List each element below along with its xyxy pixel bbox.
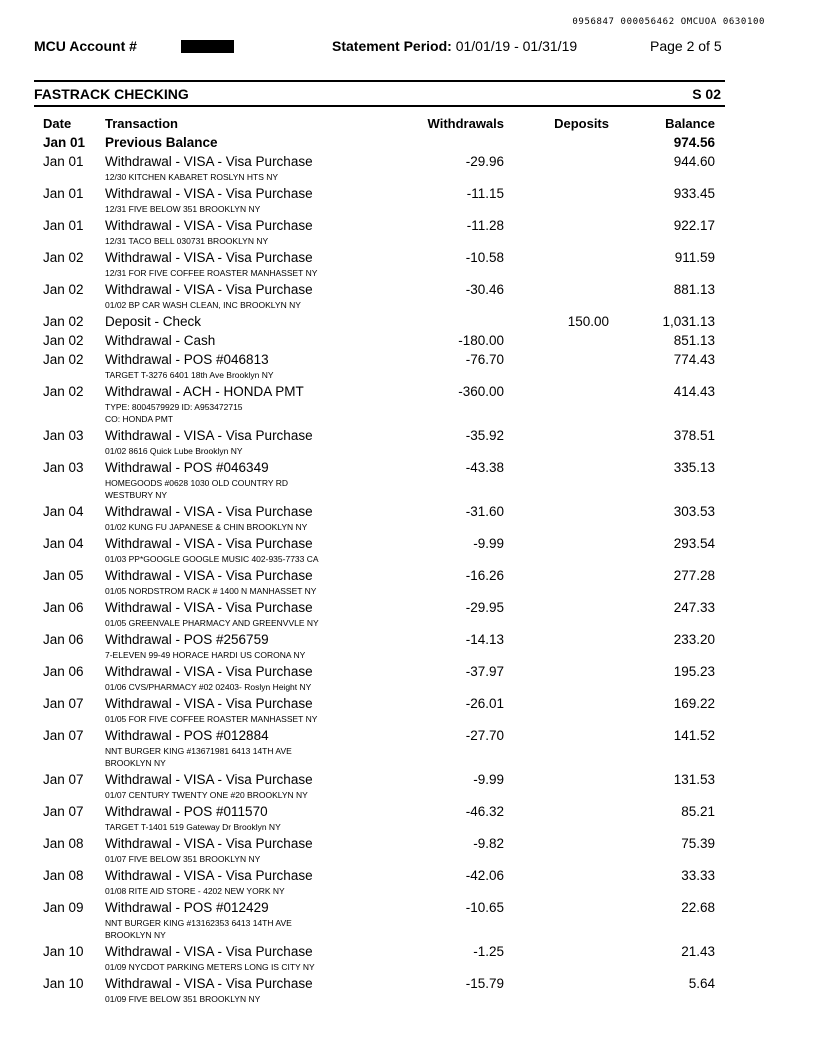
row-balance: 1,031.13: [662, 314, 715, 329]
row-detail: [105, 585, 316, 597]
row-withdrawal: -14.13: [465, 632, 504, 647]
row-detail-line: 01/05 GREENVALE PHARMACY AND GREENVVLE NY: [105, 618, 319, 628]
row-balance: 922.17: [673, 218, 715, 233]
row-withdrawal: -35.92: [465, 428, 504, 443]
row-transaction: Withdrawal - VISA - Visa Purchase: [105, 282, 313, 297]
row-balance: 414.43: [673, 384, 715, 399]
row-transaction: Withdrawal - POS #256759: [105, 632, 269, 647]
row-detail-line: 12/31 TACO BELL 030731 BROOKLYN NY: [105, 236, 269, 246]
row-transaction: Withdrawal - VISA - Visa Purchase: [105, 600, 313, 615]
row-detail-line: 01/08 RITE AID STORE - 4202 NEW YORK NY: [105, 886, 285, 896]
row-detail: [105, 521, 307, 533]
row-detail: [105, 401, 243, 425]
row-balance: 303.53: [673, 504, 715, 519]
row-date: Jan 07: [43, 772, 84, 787]
row-detail: [105, 821, 281, 833]
row-detail-line: NNT BURGER KING #13162353 6413 14TH AVE: [105, 918, 292, 928]
row-date: Jan 05: [43, 568, 84, 583]
row-transaction: Withdrawal - POS #011570: [105, 804, 268, 819]
row-balance: 85.21: [681, 804, 715, 819]
row-withdrawal: -10.58: [465, 250, 504, 265]
row-withdrawal: -26.01: [465, 696, 504, 711]
row-transaction: Withdrawal - VISA - Visa Purchase: [105, 664, 313, 679]
row-withdrawal: -27.70: [465, 728, 504, 743]
row-detail-line: 12/31 FIVE BELOW 351 BROOKLYN NY: [105, 204, 261, 214]
row-date: Jan 01: [43, 135, 86, 150]
row-transaction: Withdrawal - VISA - Visa Purchase: [105, 428, 313, 443]
row-withdrawal: -1.25: [473, 944, 504, 959]
row-date: Jan 01: [43, 218, 84, 233]
row-date: Jan 06: [43, 632, 84, 647]
row-detail-line: 12/31 FOR FIVE COFFEE ROASTER MANHASSET NY: [105, 268, 318, 278]
row-detail: [105, 681, 311, 693]
row-balance: 335.13: [673, 460, 715, 475]
row-balance: 33.33: [681, 868, 715, 883]
row-detail: [105, 617, 319, 629]
row-date: Jan 02: [43, 250, 84, 265]
row-balance: 851.13: [673, 333, 715, 348]
row-detail: [105, 789, 308, 801]
row-transaction: Withdrawal - VISA - Visa Purchase: [105, 944, 313, 959]
row-detail: [105, 961, 315, 973]
row-withdrawal: -15.79: [465, 976, 504, 991]
row-transaction: Withdrawal - Cash: [105, 333, 216, 348]
row-transaction: Withdrawal - VISA - Visa Purchase: [105, 696, 313, 711]
row-detail: [105, 713, 317, 725]
row-balance: 974.56: [673, 135, 715, 150]
row-detail: [105, 477, 288, 501]
row-detail: [105, 853, 260, 865]
row-date: Jan 02: [43, 282, 84, 297]
row-withdrawal: -30.46: [465, 282, 504, 297]
statement-period-label: Statement Period:: [332, 38, 452, 54]
row-detail: [105, 649, 305, 661]
column-header-transaction: Transaction: [105, 116, 178, 131]
row-date: Jan 07: [43, 804, 84, 819]
row-transaction: Withdrawal - POS #046349: [105, 460, 269, 475]
row-transaction: Withdrawal - POS #012429: [105, 900, 269, 915]
column-header-balance: Balance: [665, 116, 715, 131]
row-withdrawal: -9.99: [473, 772, 504, 787]
row-balance: 233.20: [673, 632, 715, 647]
row-detail: [105, 885, 285, 897]
row-transaction: Withdrawal - VISA - Visa Purchase: [105, 218, 313, 233]
row-transaction: Withdrawal - VISA - Visa Purchase: [105, 504, 313, 519]
row-detail: [105, 993, 260, 1005]
row-withdrawal: -9.82: [473, 836, 504, 851]
row-date: Jan 03: [43, 428, 84, 443]
section-code: S 02: [692, 86, 721, 102]
row-balance: 5.64: [688, 976, 715, 991]
row-detail-line: 7-ELEVEN 99-49 HORACE HARDI US CORONA NY: [105, 650, 306, 660]
row-detail-line: 12/30 KITCHEN KABARET ROSLYN HTS NY: [105, 172, 279, 182]
row-detail: [105, 203, 260, 215]
row-date: Jan 01: [43, 186, 84, 201]
row-balance: 933.45: [673, 186, 715, 201]
row-date: Jan 02: [43, 314, 84, 329]
row-deposit: 150.00: [567, 314, 609, 329]
row-balance: 293.54: [673, 536, 715, 551]
column-header-withdrawals: Withdrawals: [427, 116, 504, 131]
column-header-deposits: Deposits: [554, 116, 609, 131]
row-balance: 378.51: [673, 428, 715, 443]
row-detail-line: CO: HONDA PMT: [105, 414, 174, 424]
row-balance: 944.60: [673, 154, 715, 169]
row-date: Jan 07: [43, 696, 84, 711]
row-detail: [105, 745, 292, 769]
row-date: Jan 07: [43, 728, 84, 743]
row-balance: 774.43: [673, 352, 715, 367]
row-date: Jan 04: [43, 504, 84, 519]
row-date: Jan 06: [43, 664, 84, 679]
row-detail: [105, 369, 274, 381]
row-detail-line: 01/06 CVS/PHARMACY #02 02403- Roslyn Height NY: [105, 682, 312, 692]
row-date: Jan 06: [43, 600, 84, 615]
row-detail: [105, 235, 268, 247]
row-date: Jan 09: [43, 900, 84, 915]
row-detail-line: NNT BURGER KING #13671981 6413 14TH AVE: [105, 746, 292, 756]
row-transaction: Withdrawal - VISA - Visa Purchase: [105, 186, 313, 201]
section-title: FASTRACK CHECKING: [34, 86, 189, 102]
row-balance: 141.52: [673, 728, 715, 743]
row-detail: [105, 299, 301, 311]
row-withdrawal: -29.95: [465, 600, 504, 615]
row-detail-line: 01/05 NORDSTROM RACK # 1400 N MANHASSET NY: [105, 586, 317, 596]
statement-period-value: 01/01/19 - 01/31/19: [455, 38, 578, 54]
row-withdrawal: -31.60: [465, 504, 504, 519]
row-withdrawal: -37.97: [465, 664, 504, 679]
row-detail-line: HOMEGOODS #0628 1030 OLD COUNTRY RD: [105, 478, 288, 488]
row-transaction: Withdrawal - VISA - Visa Purchase: [105, 154, 313, 169]
row-balance: 131.53: [673, 772, 715, 787]
row-balance: 195.23: [673, 664, 715, 679]
row-detail: [105, 267, 317, 279]
row-date: Jan 04: [43, 536, 84, 551]
row-detail-line: TYPE: 8004579929 ID: A953472715: [105, 402, 243, 412]
row-detail-line: 01/05 FOR FIVE COFFEE ROASTER MANHASSET NY: [105, 714, 318, 724]
row-transaction: Withdrawal - VISA - Visa Purchase: [105, 976, 313, 991]
row-transaction: Withdrawal - VISA - Visa Purchase: [105, 868, 313, 883]
row-withdrawal: -16.26: [465, 568, 504, 583]
row-detail: [105, 917, 292, 941]
row-withdrawal: -76.70: [465, 352, 504, 367]
row-balance: 21.43: [681, 944, 715, 959]
row-withdrawal: -42.06: [465, 868, 504, 883]
row-withdrawal: -10.65: [465, 900, 504, 915]
row-transaction: Withdrawal - POS #046813: [105, 352, 269, 367]
row-balance: 881.13: [673, 282, 715, 297]
row-transaction: Previous Balance: [105, 135, 218, 150]
account-label: MCU Account #: [34, 38, 137, 54]
row-transaction: Withdrawal - VISA - Visa Purchase: [105, 536, 313, 551]
row-detail-line: 01/03 PP*GOOGLE GOOGLE MUSIC 402-935-7733 CA: [105, 554, 319, 564]
row-balance: 247.33: [673, 600, 715, 615]
row-withdrawal: -29.96: [465, 154, 504, 169]
row-withdrawal: -9.99: [473, 536, 504, 551]
row-detail: [105, 171, 278, 183]
row-withdrawal: -46.32: [465, 804, 504, 819]
row-withdrawal: -180.00: [458, 333, 504, 348]
row-detail-line: WESTBURY NY: [105, 490, 168, 500]
row-date: Jan 08: [43, 836, 84, 851]
row-date: Jan 02: [43, 384, 84, 399]
row-transaction: Withdrawal - VISA - Visa Purchase: [105, 836, 313, 851]
row-date: Jan 02: [43, 333, 84, 348]
row-balance: 277.28: [673, 568, 715, 583]
row-transaction: Withdrawal - ACH - HONDA PMT: [105, 384, 304, 399]
row-detail-line: 01/09 NYCDOT PARKING METERS LONG IS CITY NY: [105, 962, 315, 972]
row-date: Jan 10: [43, 976, 84, 991]
row-balance: 169.22: [673, 696, 715, 711]
row-withdrawal: -43.38: [465, 460, 504, 475]
row-withdrawal: -11.15: [466, 186, 504, 201]
page-indicator: Page 2 of 5: [650, 38, 722, 54]
row-detail-line: 01/07 FIVE BELOW 351 BROOKLYN NY: [105, 854, 261, 864]
row-detail-line: 01/07 CENTURY TWENTY ONE #20 BROOKLYN NY: [105, 790, 308, 800]
row-date: Jan 03: [43, 460, 84, 475]
row-transaction: Deposit - Check: [105, 314, 202, 329]
row-detail-line: 01/02 BP CAR WASH CLEAN, INC BROOKLYN NY: [105, 300, 301, 310]
row-withdrawal: -360.00: [458, 384, 504, 399]
row-detail-line: TARGET T-1401 519 Gateway Dr Brooklyn NY: [105, 822, 281, 832]
row-detail: [105, 553, 319, 565]
row-detail-line: 01/02 KUNG FU JAPANESE & CHIN BROOKLYN NY: [105, 522, 308, 532]
row-transaction: Withdrawal - VISA - Visa Purchase: [105, 568, 313, 583]
row-date: Jan 01: [43, 154, 84, 169]
micr-line: 0956847 000056462 OMCUOA 0630100: [572, 17, 765, 27]
row-transaction: Withdrawal - POS #012884: [105, 728, 269, 743]
row-balance: 75.39: [681, 836, 715, 851]
row-detail-line: BROOKLYN NY: [105, 930, 166, 940]
row-withdrawal: -11.28: [466, 218, 504, 233]
row-date: Jan 08: [43, 868, 84, 883]
row-balance: 22.68: [681, 900, 715, 915]
row-date: Jan 10: [43, 944, 84, 959]
row-detail-line: TARGET T-3276 6401 18th Ave Brooklyn NY: [105, 370, 274, 380]
row-transaction: Withdrawal - VISA - Visa Purchase: [105, 772, 313, 787]
row-detail-line: 01/02 8616 Quick Lube Brooklyn NY: [105, 446, 243, 456]
column-header-date: Date: [43, 116, 72, 131]
row-balance: 911.59: [674, 250, 715, 265]
row-transaction: Withdrawal - VISA - Visa Purchase: [105, 250, 313, 265]
row-detail: [105, 445, 243, 457]
row-date: Jan 02: [43, 352, 84, 367]
row-detail-line: 01/09 FIVE BELOW 351 BROOKLYN NY: [105, 994, 261, 1004]
row-detail-line: BROOKLYN NY: [105, 758, 166, 768]
